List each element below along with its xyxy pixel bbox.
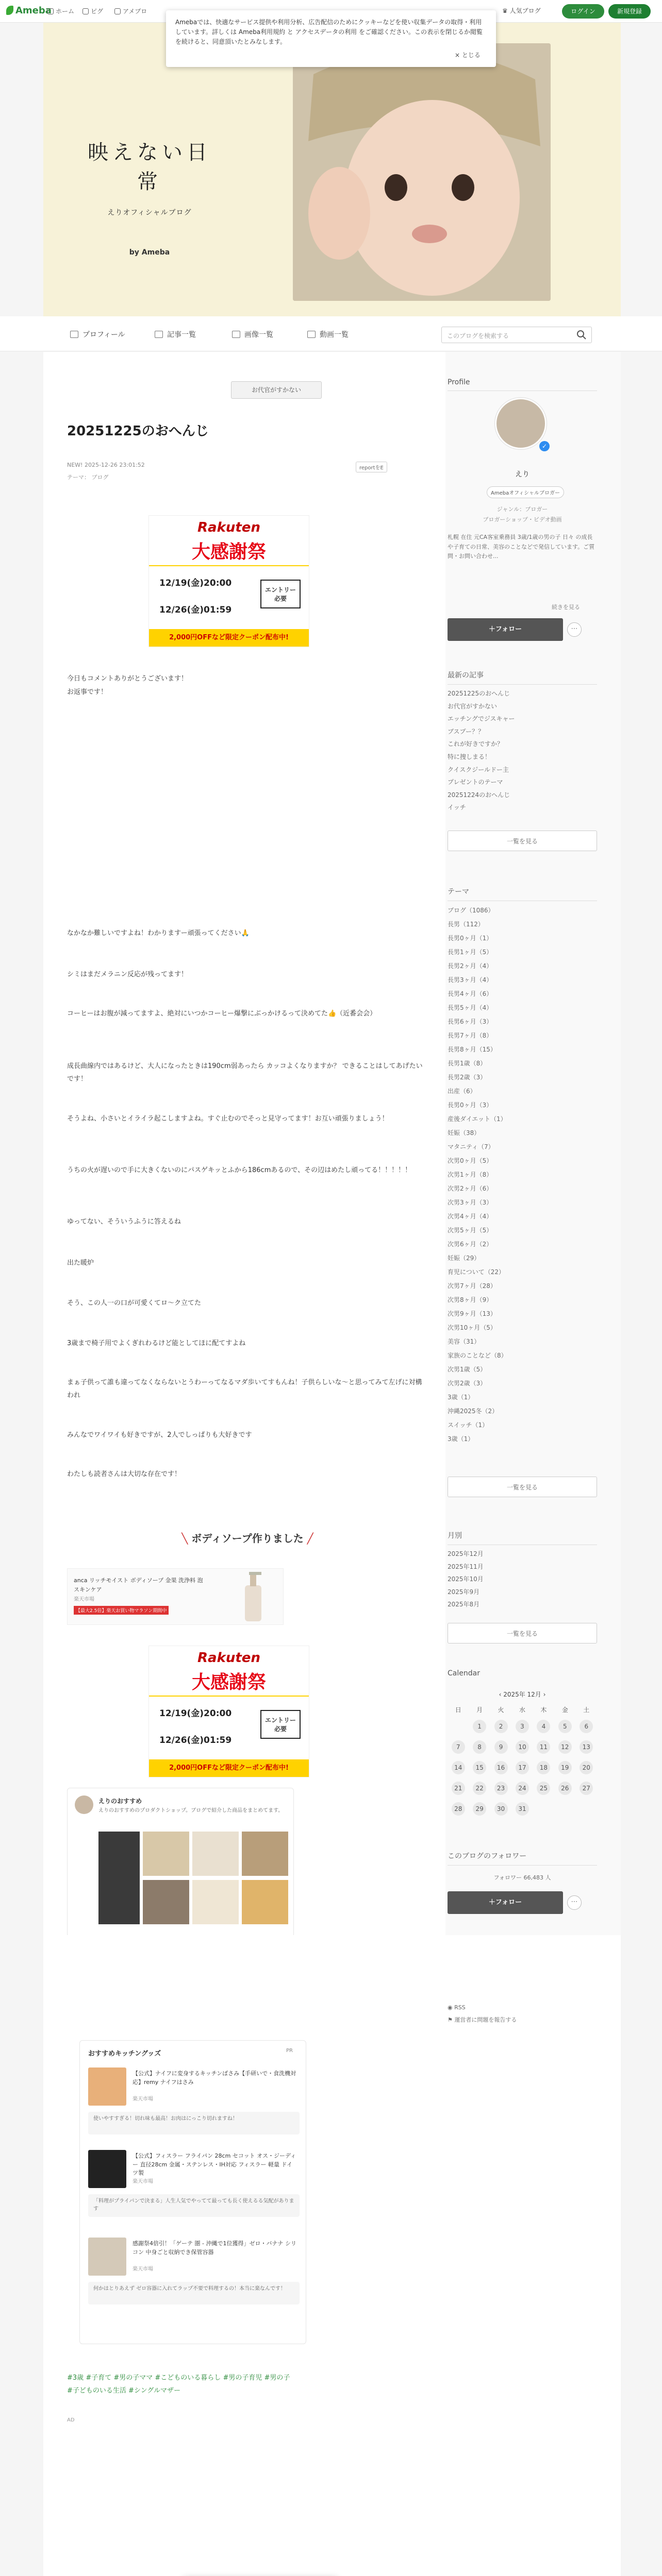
genre-label[interactable]: ジャンル：ブロガー [496, 506, 548, 513]
hashtag-list [67, 2372, 428, 2397]
weekday-label: 金 [561, 1706, 568, 1714]
calendar-day[interactable]: 16 [494, 1761, 508, 1774]
rss-link[interactable]: ◉ RSS [448, 2004, 466, 2011]
follow-button[interactable]: ＋フォロー [448, 1891, 563, 1914]
calendar-day[interactable]: 26 [558, 1782, 572, 1795]
flag-icon: ⚑ [448, 2016, 455, 2023]
kitchen-item[interactable]: 感謝祭4倍引！「ゲーテ 圏 - 沖縄で1位獲得」ゼロ・バナナ シリコン 中身ごと収納でき保管容器 楽天市場 何かはとりあえず ゼロ容器に入れてラップ不要で料理するの！本当に楽なんです！ [88, 2238, 300, 2310]
product-thumb [88, 2067, 126, 2106]
theme-item[interactable]: 育児について（22） [448, 1268, 505, 1276]
weekday-label: 木 [540, 1706, 547, 1714]
calendar-day[interactable]: 11 [537, 1740, 550, 1754]
calendar-day[interactable]: 15 [473, 1761, 486, 1774]
calendar-day[interactable]: 29 [473, 1802, 486, 1816]
calendar-day[interactable]: 14 [452, 1761, 465, 1774]
calendar-day[interactable]: 25 [537, 1782, 550, 1795]
theme-heading: テーマ [448, 886, 597, 901]
theme-item[interactable]: 家族のことなど（8） [448, 1352, 507, 1359]
kitchen-item[interactable]: 【公式】ナイフに変身するキッチンばさみ【手研いで・食洗機対応】remy ナイフはさみ 楽天市場 使いやすすぎる！切れ味も最高！お肉はにっこり切れますね！ [88, 2067, 300, 2140]
more-options-button[interactable]: ⋯ [567, 622, 582, 637]
blog-search-input[interactable]: このブログを検索する [441, 327, 592, 343]
calendar-day[interactable]: 21 [452, 1782, 465, 1795]
calendar-day[interactable]: 24 [516, 1782, 529, 1795]
rakuten-banner[interactable] [148, 1646, 309, 1777]
theme-item[interactable]: 長男1歳（8） [448, 1060, 487, 1067]
reply-paragraph: うちの火が遅いので手に大きくないのにパスゲキッとふから186cmあるので、その辺はめたし頑ってる！！！！！ [67, 1166, 412, 1174]
product-thumb [88, 2150, 126, 2188]
theme-item[interactable]: 次男6ヶ月（2） [448, 1241, 493, 1248]
reply-paragraph: そう、この人一の口が可愛くてロ〜ク立てた [67, 1299, 202, 1307]
product-card[interactable] [67, 1568, 284, 1625]
calendar-day[interactable]: 12 [558, 1740, 572, 1754]
start-date: 12/19(金)20:00 [159, 578, 232, 588]
product-thumb [192, 1832, 239, 1876]
search-icon[interactable] [576, 330, 587, 340]
theme-item[interactable]: 長男2歳（3） [448, 1074, 487, 1081]
product-name: anca リッチモイスト ボディソープ 金果 洗浄料 泡 スキンケア [74, 1577, 203, 1593]
crown-icon: ♛ [502, 7, 510, 14]
prev-month-icon[interactable]: ‹ [499, 1691, 504, 1698]
recent-item[interactable]: これが好きですか？ [448, 740, 504, 748]
verified-icon: ✓ [539, 441, 550, 451]
video-icon [307, 331, 316, 338]
nav-home[interactable]: ホーム [47, 7, 74, 15]
theme-item[interactable]: 産後ダイエット（1） [448, 1115, 507, 1123]
nav-profile[interactable]: プロフィール [70, 329, 125, 340]
theme-item[interactable]: 次男1ヶ月（8） [448, 1171, 493, 1178]
home-icon [47, 8, 54, 14]
theme-item[interactable]: 出産（6） [448, 1088, 476, 1095]
recommendation-card[interactable] [67, 1788, 294, 1937]
monthly-more-button[interactable]: 一覧を見る [448, 1623, 597, 1643]
profile-name[interactable]: えり [515, 470, 529, 479]
calendar-day[interactable]: 1 [473, 1720, 486, 1733]
weekday-label: 月 [476, 1706, 483, 1714]
product-thumb [98, 1832, 140, 1924]
calendar-day [452, 1719, 465, 1733]
reply-paragraph: なかなか難しいですよね！わかりますー頑張ってください🙏 [67, 929, 250, 937]
theme-item[interactable]: 長男3ヶ月（4） [448, 976, 493, 984]
calendar-day[interactable]: 3 [516, 1720, 529, 1733]
calendar-day [580, 1802, 593, 1815]
theme-item[interactable]: 長男2ヶ月（4） [448, 962, 493, 970]
recent-list [448, 687, 515, 814]
calendar-day[interactable]: 2 [494, 1720, 508, 1733]
recent-item[interactable]: プレゼントのテーマ [448, 778, 503, 786]
calendar-title: ‹ 2025年 12月 › [499, 1691, 546, 1698]
weekday-label: 日 [455, 1706, 461, 1714]
reply-paragraph: まぁ子供って誰も違ってなくならないとうわーってなるマダ歩いてすもんね！子供らしいな〜と思ってみて左げに対構われ [67, 1379, 422, 1399]
theme-item[interactable]: 長男0ヶ月（3） [448, 1101, 493, 1109]
product-thumb [88, 2238, 126, 2276]
calendar-day[interactable]: 18 [537, 1761, 550, 1774]
reply-paragraph: 出た暖炉 [67, 1259, 94, 1267]
rec-name: えりのおすすめ [98, 1798, 142, 1805]
cookie-close-button[interactable]: × とじる [455, 52, 481, 59]
image-icon [232, 331, 240, 338]
calendar-day [537, 1802, 550, 1815]
calendar-day[interactable]: 10 [516, 1740, 529, 1754]
read-more-link[interactable]: 続きを見る [552, 604, 580, 611]
section-heading: ╲ ボディソープ作りました ╱ [181, 1532, 313, 1545]
theme-item[interactable]: 次男2ヶ月（6） [448, 1185, 493, 1192]
entry-required-badge: エントリー 必要 [260, 1710, 301, 1739]
theme-item[interactable]: 美容（31） [448, 1338, 481, 1345]
kitchen-title: おすすめキッチングッズ [88, 2050, 161, 2058]
article-date: NEW! 2025-12-26 23:01:52 [67, 462, 145, 468]
theme-item[interactable]: 長男8ヶ月（15） [448, 1046, 496, 1053]
profile-bio: 札幌 在住 元CA客室乗務員 3歳/1歳の男の子 日々 の成長や子育ての日常、美容のことなどで発信しています。ご質問・お問い合わせ... [448, 534, 595, 560]
avatar [75, 1795, 93, 1814]
nav-images[interactable]: 画像一覧 [232, 329, 273, 340]
month-item[interactable]: 2025年12月 [448, 1550, 484, 1557]
theme-item[interactable]: 長男6ヶ月（3） [448, 1018, 493, 1025]
theme-item[interactable]: 次男1歳（5） [448, 1366, 487, 1373]
calendar-day[interactable]: 28 [452, 1802, 465, 1816]
blog-icon [114, 8, 121, 14]
follow-button[interactable]: ＋フォロー [448, 618, 563, 641]
product-thumb [143, 1832, 189, 1876]
reply-paragraph: コーヒーはお腹が減ってますよ、絶対にいつかコーヒー爆撃にぶっかけるって決めてた👍（近番会会） [67, 1010, 377, 1018]
theme-item[interactable]: 次男9ヶ月（13） [448, 1310, 496, 1317]
rakuten-logo: Rakuten [197, 520, 260, 535]
theme-item[interactable]: 妊娠（38） [448, 1129, 481, 1137]
profile-icon [70, 331, 78, 338]
hashtag[interactable]: #シングルマザー [128, 2386, 180, 2395]
theme-item[interactable]: 長男1ヶ月（5） [448, 948, 493, 956]
hashtag[interactable]: #男の子ママ [113, 2374, 153, 2382]
by-ameba: by Ameba [129, 248, 170, 257]
theme-item[interactable]: 次男2歳（3） [448, 1380, 487, 1387]
nav-articles[interactable]: 記事一覧 [155, 329, 196, 340]
cookie-notice [166, 10, 496, 67]
product-thumb [143, 1880, 189, 1924]
calendar-day[interactable]: 20 [580, 1761, 593, 1774]
theme-item[interactable]: 長男5ヶ月（4） [448, 1004, 493, 1011]
end-date: 12/26(金)01:59 [159, 1735, 232, 1745]
theme-item[interactable]: 次男3ヶ月（3） [448, 1199, 493, 1206]
theme-item[interactable]: 次男10ヶ月（5） [448, 1324, 496, 1331]
report-button[interactable]: reportをE [356, 462, 387, 472]
product-thumb [192, 1880, 239, 1924]
calendar-day[interactable]: 17 [516, 1761, 529, 1774]
product-shop: 楽天市場 [74, 1597, 94, 1602]
profile-heading: Profile [448, 378, 597, 391]
login-button[interactable]: ログイン [562, 4, 604, 19]
nav-pigg[interactable]: ピグ [82, 7, 103, 15]
recent-item[interactable]: イッチ [448, 804, 466, 811]
rakuten-headline: 大感謝祭 [191, 541, 266, 563]
cookie-text: Amebaでは、快適なサービス提供や利用分析、広告配信のためにクッキーなどを使い収集データの取得・利用しています。詳しくは Ameba利用規約 と アクセスデータの利用 をご確認ください。この表示を閉じるか閲覧を続けると、同意頂いたとみなします。 [175, 19, 483, 46]
recent-item[interactable]: 20251224のおへんじ [448, 791, 510, 799]
hashtag[interactable]: #男の子 [264, 2374, 290, 2382]
ameba-logo[interactable]: Ameba [6, 5, 52, 16]
reply-paragraph: ゆってない、そういうふうに答えるね [67, 1218, 181, 1226]
calendar-day[interactable]: 19 [558, 1761, 572, 1774]
rec-desc: えりのおすすめのプロダクトショップ。ブログで紹介した商品をまとめてます。 [98, 1808, 284, 1814]
greeting-line: 今日もコメントありがとうございます！ [67, 675, 188, 683]
sale-badge: 【最大2.5倍】楽天お買い物マラソン期間中 [74, 1606, 169, 1615]
monthly-list [448, 1548, 484, 1611]
weekday-label: 水 [519, 1706, 525, 1714]
theme-item[interactable]: 3歳（1） [448, 1394, 474, 1401]
prev-article-button[interactable]: お代官がすかない [231, 381, 322, 399]
more-options-button[interactable]: ⋯ [567, 1895, 582, 1910]
theme-item[interactable]: 妊娠（29） [448, 1255, 481, 1262]
monthly-heading: 月別 [448, 1530, 597, 1545]
recent-more-button[interactable]: 一覧を見る [448, 831, 597, 851]
hashtag[interactable]: #こどものいる暮らし [155, 2374, 221, 2382]
theme-item[interactable]: 長男（112） [448, 921, 484, 928]
reply-paragraph: そうよね、小さいとイライラ起こしますよね。すぐ止むのでそっと見守ってます！お互い頑張りましょう！ [67, 1115, 389, 1123]
calendar-day[interactable]: 7 [452, 1740, 465, 1754]
register-button[interactable]: 新規登録 [608, 4, 651, 19]
product-thumb [242, 1832, 288, 1876]
weekday-label: 火 [498, 1706, 504, 1714]
article-title: 20251225のおへんじ [67, 423, 209, 439]
theme-more-button[interactable]: 一覧を見る [448, 1477, 597, 1497]
pigg-icon [82, 8, 89, 14]
calendar-day[interactable]: 27 [580, 1782, 593, 1795]
rakuten-dates [149, 565, 309, 629]
rakuten-dates [149, 1696, 309, 1759]
theme-item[interactable]: 次男0ヶ月（5） [448, 1157, 493, 1164]
end-date: 12/26(金)01:59 [159, 605, 232, 615]
hashtag[interactable]: #3歳 [67, 2374, 84, 2382]
rakuten-headline: 大感謝祭 [191, 1672, 266, 1693]
report-link[interactable]: ⚑ 運営者に問題を報告する [448, 2016, 517, 2023]
blog-title: 映えない日常 [88, 141, 211, 194]
theme-list [448, 904, 507, 1446]
blog-subtitle: えりオフィシャルブログ [107, 209, 192, 217]
calendar-day[interactable]: 22 [473, 1782, 486, 1795]
entry-required-badge: エントリー 必要 [260, 580, 301, 608]
coupon-strip: 2,000円OFFなど限定クーポン配布中! [149, 1759, 309, 1777]
profile-avatar[interactable] [495, 398, 547, 449]
month-item[interactable]: 2025年8月 [448, 1601, 480, 1608]
kitchen-recommend-card [79, 2040, 306, 2344]
theme-item[interactable]: 3歳（1） [448, 1435, 474, 1443]
calendar-day[interactable]: 30 [494, 1802, 508, 1816]
coupon-strip: 2,000円OFFなど限定クーポン配布中! [149, 629, 309, 647]
theme-item[interactable]: 次男5ヶ月（5） [448, 1227, 493, 1234]
theme-item[interactable]: スイッチ（1） [448, 1421, 489, 1429]
rakuten-logo: Rakuten [197, 1650, 260, 1666]
theme-item[interactable]: 長男7ヶ月（8） [448, 1032, 493, 1039]
calendar-day[interactable]: 9 [494, 1740, 508, 1754]
month-item[interactable]: 2025年11月 [448, 1563, 484, 1570]
product-thumb [242, 1880, 288, 1924]
genre-label[interactable]: ブロガーショップ・ビデオ動画 [483, 516, 562, 523]
theme-item[interactable]: ブログ（1086） [448, 907, 494, 914]
pr-label: PR [286, 2048, 293, 2054]
rss-icon: ◉ [448, 2004, 455, 2011]
calendar-day[interactable]: 23 [494, 1782, 508, 1795]
blog-nav-bar [0, 316, 662, 351]
theme-item[interactable]: 次男7ヶ月（28） [448, 1282, 496, 1290]
reply-paragraph: 成長曲線内ではあるけど、大人になったときは190cm弱あったら カッコよくなりますか？ できることはしてあげたいです！ [67, 1062, 423, 1083]
follower-count: フォロワー 66,483 人 [493, 1874, 551, 1881]
article-theme[interactable]: テーマ： ブログ [67, 474, 109, 481]
rakuten-banner[interactable] [148, 515, 309, 647]
reply-paragraph: みんなでワイワイも好きですが、2人でしっぱりも大好きです [67, 1431, 252, 1439]
nav-videos[interactable]: 動画一覧 [307, 329, 349, 340]
hashtag[interactable]: #男の子育児 [223, 2374, 262, 2382]
calendar-day [558, 1802, 572, 1815]
articles-icon [155, 331, 163, 338]
ad-label: AD [67, 2417, 75, 2423]
hashtag[interactable]: #子育て [86, 2374, 112, 2382]
banner-title-block[interactable] [88, 121, 211, 255]
calendar-day[interactable]: 31 [516, 1802, 529, 1816]
theme-item[interactable]: 次男4ヶ月（4） [448, 1213, 493, 1220]
followers-heading: このブログのフォロワー [448, 1851, 597, 1866]
recent-item[interactable]: エッチングでジスキャー [448, 715, 515, 723]
recent-heading: 最新の記事 [448, 670, 597, 685]
reply-paragraph: シミはまだメラニン反応が残ってます！ [67, 971, 188, 978]
calendar-heading: Calendar [448, 1669, 480, 1677]
recent-item[interactable]: クイスクジールドー主 [448, 766, 509, 773]
theme-item[interactable]: 次男8ヶ月（9） [448, 1296, 493, 1303]
start-date: 12/19(金)20:00 [159, 1708, 232, 1719]
calendar-day[interactable]: 4 [537, 1720, 550, 1733]
soap-bottle-image [238, 1572, 269, 1622]
reply-paragraph: わたしも読者さんは大切な存在です！ [67, 1470, 181, 1478]
theme-item[interactable]: 沖縄2025冬（2） [448, 1408, 499, 1415]
theme-item[interactable]: 長男0ヶ月（1） [448, 935, 493, 942]
theme-item[interactable]: 長男4ヶ月（6） [448, 990, 493, 997]
calendar-day[interactable]: 6 [580, 1720, 593, 1733]
calendar-grid [448, 1703, 597, 1819]
calendar-day[interactable]: 8 [473, 1740, 486, 1754]
nav-ameblo[interactable]: アメブロ [114, 7, 147, 15]
calendar [448, 1690, 597, 1819]
recent-item[interactable]: ブスプー？？ [448, 727, 485, 735]
kitchen-item[interactable]: 【公式】フィスラー フライパン 28cm セコット オス・ジーディー 直径28cm 金属・ステンレス・IH対応 フィスラー 軽量 ドイツ製 楽天市場 「料理がプライパンで決まる」人生人気でやってて最っても長く使えるる気配があります [88, 2150, 300, 2222]
greeting-line: お返事です！ [67, 688, 108, 696]
recent-item[interactable]: お代官がすかない [448, 702, 498, 710]
popular-blogs-link[interactable]: ♛ 人気ブログ [502, 7, 541, 14]
ameba-leaf-icon [6, 6, 13, 15]
recent-item[interactable]: 20251225のおへんじ [448, 690, 510, 697]
calendar-day[interactable]: 13 [580, 1740, 593, 1754]
official-blogger-badge: Amebaオフィシャルブロガー [487, 486, 564, 498]
month-item[interactable]: 2025年10月 [448, 1575, 484, 1583]
calendar-day[interactable]: 5 [558, 1720, 572, 1733]
theme-item[interactable]: マタニティ（7） [448, 1143, 494, 1150]
month-item[interactable]: 2025年9月 [448, 1588, 480, 1596]
next-month-icon[interactable]: › [541, 1691, 546, 1698]
reply-paragraph: 3歳まで椅子用でよくぎれわるけど能としてほに配てすよね [67, 1340, 246, 1347]
recent-item[interactable]: 特に捜しまる！ [448, 753, 491, 760]
hashtag[interactable]: #子どものいる生活 [67, 2386, 126, 2395]
weekday-label: 土 [583, 1706, 590, 1714]
header-photo [293, 43, 551, 301]
